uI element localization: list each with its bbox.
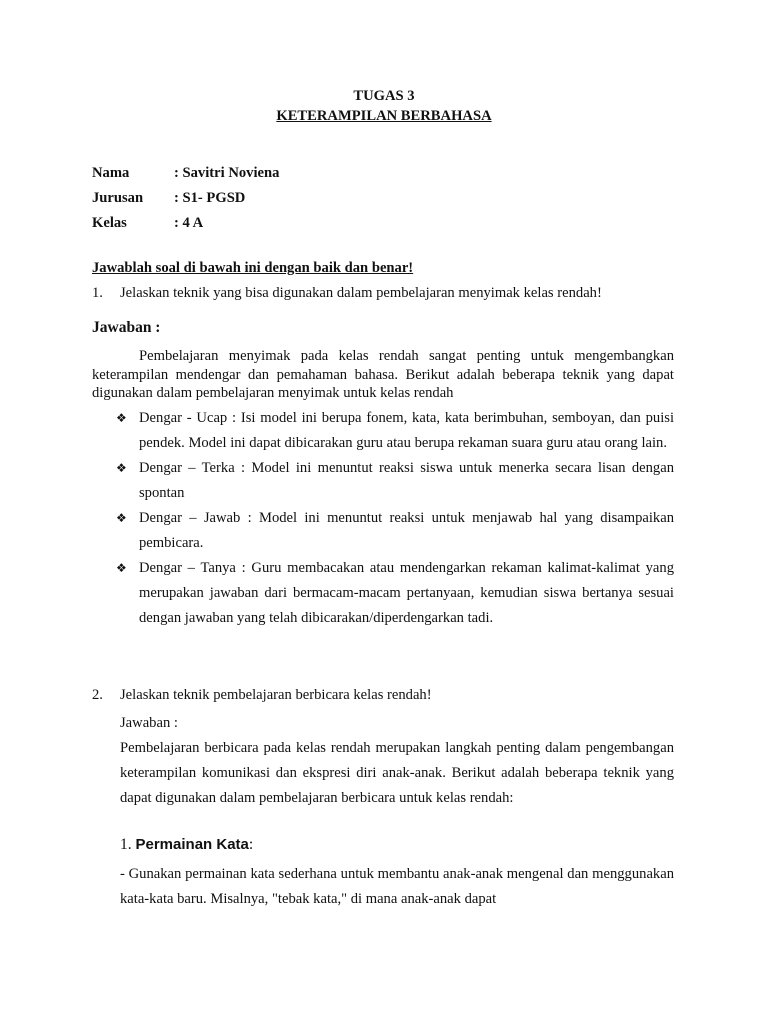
list-item [116, 406, 674, 456]
subheading-permainan-kata [120, 836, 253, 854]
diamond-bullet-icon: ❖ [116, 561, 127, 575]
question-2 [92, 687, 682, 704]
identity-row-nama [92, 165, 279, 182]
list-item [116, 456, 674, 506]
answer-2-label: Jawaban : [120, 715, 178, 731]
subheading-title: Permainan Kata [135, 836, 249, 853]
list-item-text: Dengar – Terka : Model ini menuntut reaksi siswa untuk menerka secara lisan dengan spontan [139, 460, 674, 501]
answer-1-bullet-list [116, 406, 674, 631]
question-number: 2. [92, 687, 103, 703]
identity-row-jurusan [92, 190, 245, 207]
answer-2-intro: Pembelajaran berbicara pada kelas rendah merupakan langkah penting dalam pengembangan keterampilan komunikasi dan ekspresi diri anak-anak. Berikut adalah beberapa teknik yang dapat digunakan dalam pembelajaran berbicara untuk kelas rendah: [120, 740, 674, 806]
identity-label: Kelas [92, 215, 127, 231]
subheading-paragraph: - Gunakan permainan kata sederhana untuk membantu anak-anak mengenal dan menggunakan kata-kata baru. Misalnya, "tebak kata," di mana anak-anak dapat [120, 866, 674, 907]
list-item [116, 556, 674, 631]
answer-2-block [120, 711, 674, 811]
question-text: Jelaskan teknik yang bisa digunakan dalam pembelajaran menyimak kelas rendah! [120, 285, 602, 301]
instruction-heading: Jawablah soal di bawah ini dengan baik dan benar! [92, 260, 414, 276]
document-title: TUGAS 3 [353, 88, 415, 104]
subheading-colon: : [248, 836, 254, 853]
identity-value: : 4 A [174, 215, 204, 231]
identity-label: Jurusan [92, 190, 144, 206]
identity-label: Nama [92, 165, 130, 181]
diamond-bullet-icon: ❖ [116, 411, 127, 425]
list-item-text: Dengar – Jawab : Model ini menuntut reaksi untuk menjawab hal yang disampaikan pembicara. [139, 510, 674, 551]
question-1 [92, 285, 682, 302]
diamond-bullet-icon: ❖ [116, 511, 127, 525]
answer-1-label: Jawaban : [92, 319, 161, 336]
identity-value: : Savitri Noviena [174, 165, 280, 181]
subheading-number: 1. [120, 836, 132, 853]
answer-1-intro: Pembelajaran menyimak pada kelas rendah sangat penting untuk mengembangkan keterampilan mendengar dan pemahaman bahasa. Berikut adalah beberapa teknik yang dapat digunakan dalam pembelajaran menyimak untuk kelas rendah [92, 348, 674, 401]
identity-row-kelas [92, 215, 203, 232]
list-item-text: Dengar - Ucap : Isi model ini berupa fonem, kata, kata berimbuhan, semboyan, dan puisi pendek. Model ini dapat dibicarakan guru atau berupa rekaman suara guru atau orang lain. [139, 410, 674, 451]
diamond-bullet-icon: ❖ [116, 461, 127, 475]
question-text: Jelaskan teknik pembelajaran berbicara kelas rendah! [120, 687, 432, 703]
identity-value: : S1- PGSD [174, 190, 246, 206]
list-item-text: Dengar – Tanya : Guru membacakan atau mendengarkan rekaman kalimat-kalimat yang merupakan jawaban dari bermacam-macam pertanyaan, kemudian siswa bertanya sesuai dengan jawaban yang telah dibicarakan/diperdengarkan tadi. [139, 560, 674, 626]
list-item [116, 506, 674, 556]
question-number: 1. [92, 285, 103, 301]
document-subtitle: KETERAMPILAN BERBAHASA [276, 108, 492, 124]
